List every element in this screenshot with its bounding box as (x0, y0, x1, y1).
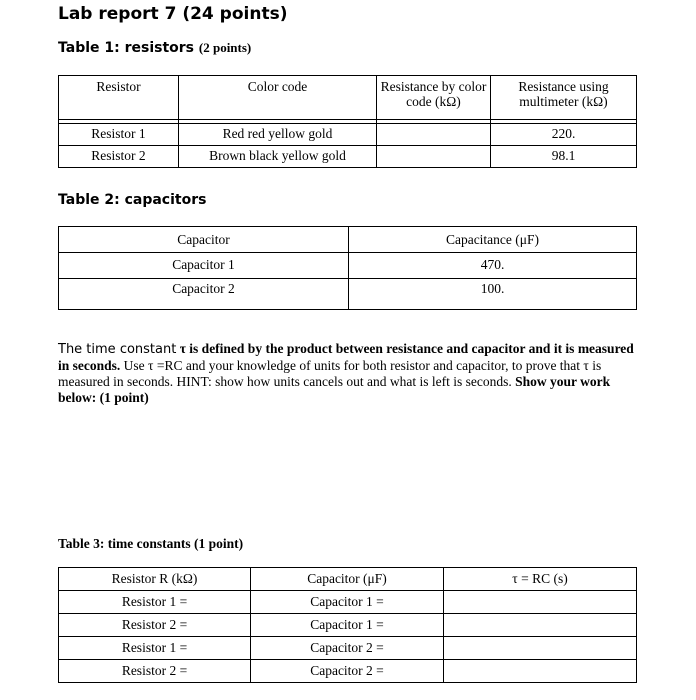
cell-capacitor: Capacitor 2 = (251, 637, 444, 660)
header-tau: τ = RC (s) (444, 568, 637, 591)
cell-resistor: Resistor 2 = (59, 614, 251, 637)
cell-capacitor: Capacitor 2 (59, 279, 349, 310)
cell-resistor: Resistor 1 = (59, 591, 251, 614)
table-row (59, 637, 637, 660)
question-work-prompt: Show your work below: (1 point) (58, 374, 611, 405)
cell-tau[interactable] (444, 591, 637, 614)
table-header-row (59, 76, 637, 120)
table3-heading: Table 3: time constants (1 point) (58, 536, 244, 551)
cell-tau[interactable] (444, 614, 637, 637)
cell-resistance-multimeter: 98.1 (491, 146, 637, 168)
table-row (59, 591, 637, 614)
cell-capacitor: Capacitor 1 (59, 253, 349, 279)
cell-resistor: Resistor 2 = (59, 660, 251, 683)
table-row (59, 279, 637, 310)
header-resistor: Resistor (59, 76, 179, 120)
header-resistance-by-color: Resistance by color code (kΩ) (377, 76, 491, 120)
header-capacitor: Capacitor (59, 227, 349, 253)
table-row (59, 124, 637, 146)
cell-resistance-by-color[interactable] (377, 124, 491, 146)
table-header-row (59, 227, 637, 253)
cell-resistor: Resistor 2 (59, 146, 179, 168)
question-bold-statement: τ is defined by the product between resistance and capacitor and it is measured in seconds. (58, 341, 634, 373)
cell-color-code: Red red yellow gold (179, 124, 377, 146)
table-header-row (59, 568, 637, 591)
header-capacitor: Capacitor (μF) (251, 568, 444, 591)
table-row (59, 660, 637, 683)
table1-heading (58, 40, 251, 56)
capacitors-table (58, 226, 637, 310)
cell-resistor: Resistor 1 = (59, 637, 251, 660)
header-color-code: Color code (179, 76, 377, 120)
resistors-table (58, 75, 637, 168)
table-row (59, 146, 637, 168)
cell-tau[interactable] (444, 637, 637, 660)
table1-heading-text: Table 1: resistors (58, 40, 195, 56)
table-row (59, 614, 637, 637)
cell-resistor: Resistor 1 (59, 124, 179, 146)
cell-capacitor: Capacitor 2 = (251, 660, 444, 683)
cell-capacitance: 470. (349, 253, 637, 279)
table1-points: (2 points) (198, 40, 252, 55)
cell-resistance-by-color[interactable] (377, 146, 491, 168)
question-lead: The time constant (58, 342, 177, 357)
time-constant-question (58, 341, 648, 406)
header-capacitance: Capacitance (μF) (349, 227, 637, 253)
document-title: Lab report 7 (24 points) (58, 4, 288, 24)
cell-color-code: Brown black yellow gold (179, 146, 377, 168)
header-resistor-r: Resistor R (kΩ) (59, 568, 251, 591)
table-row (59, 253, 637, 279)
table2-heading: Table 2: capacitors (58, 192, 207, 208)
time-constants-table (58, 567, 637, 683)
cell-resistance-multimeter: 220. (491, 124, 637, 146)
cell-tau[interactable] (444, 660, 637, 683)
cell-capacitance: 100. (349, 279, 637, 310)
cell-capacitor: Capacitor 1 = (251, 591, 444, 614)
cell-capacitor: Capacitor 1 = (251, 614, 444, 637)
header-resistance-multimeter: Resistance using multimeter (kΩ) (491, 76, 637, 120)
question-instructions: Use τ =RC and your knowledge of units for both resistor and capacitor, to prove that τ is measured in seconds. HINT: show how units cancels out and what is left is seconds. (58, 358, 602, 389)
